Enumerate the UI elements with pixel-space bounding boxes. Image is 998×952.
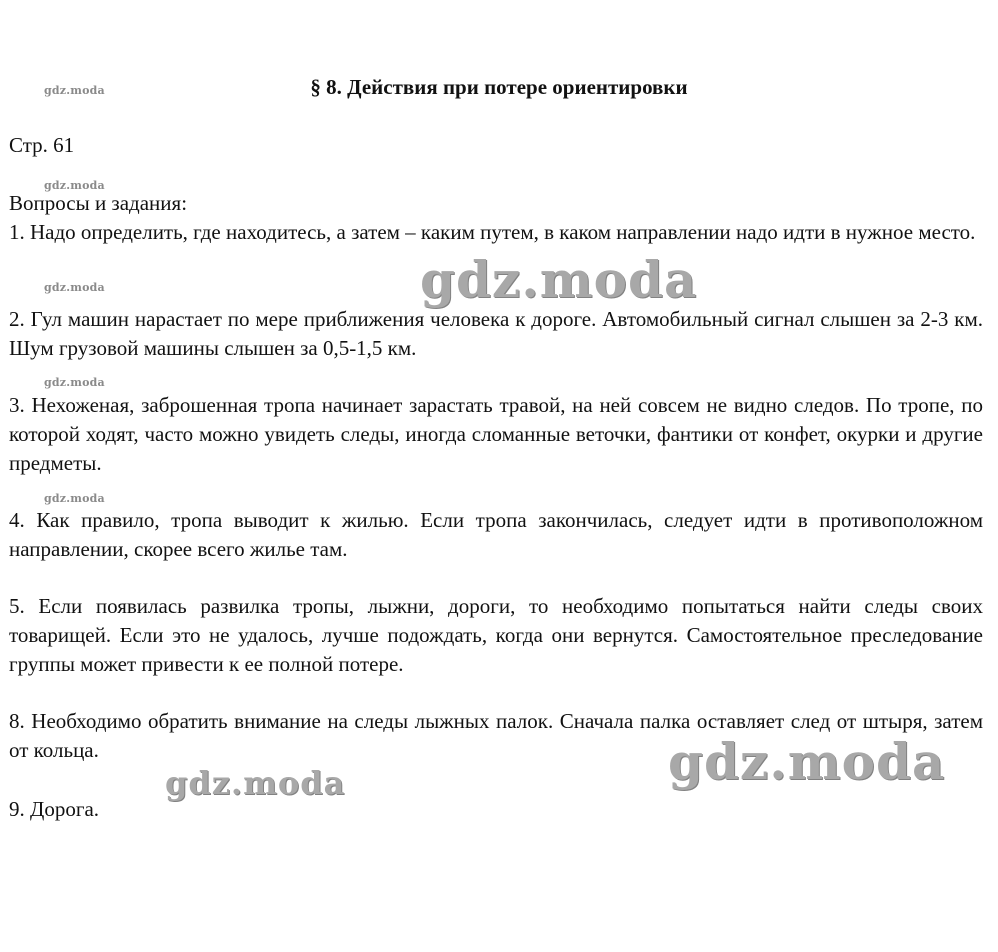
page-reference: Стр. 61: [9, 133, 75, 157]
answer-item-2: 2. Гул машин нарастает по мере приближения человека к дороге. Автомобильный сигнал слышен за 2-3 км. Шум грузовой машины слышен за 0,5-1,5 км.: [9, 307, 983, 360]
answer-item-1: 1. Надо определить, где находитесь, а затем – каким путем, в каком направлении надо идти в нужное место.: [9, 220, 976, 244]
watermark-small: gdz.moda: [44, 84, 105, 97]
page-title: § 8. Действия при потере ориентировки: [310, 75, 688, 99]
answer-item-8: 8. Необходимо обратить внимание на следы лыжных палок. Сначала палка оставляет след от штыря, затем от кольца.: [9, 709, 983, 762]
answer-item-3: 3. Нехоженая, заброшенная тропа начинает зарастать травой, на ней совсем не видно следов. По тропе, по которой ходят, часто можно увидеть следы, иногда сломанные веточки, фантики от конфет, окурки и другие предметы.: [9, 393, 983, 475]
watermark-small: gdz.moda: [44, 179, 105, 192]
watermark-small: gdz.moda: [44, 492, 105, 505]
section-heading: Вопросы и задания:: [9, 191, 188, 215]
watermark-small: gdz.moda: [44, 376, 105, 389]
watermark-large: gdz.moda: [668, 732, 946, 791]
watermark-small: gdz.moda: [44, 281, 105, 294]
answer-item-9: 9. Дорога.: [9, 797, 100, 821]
answer-item-5: 5. Если появилась развилка тропы, лыжни, дороги, то необходимо попытаться найти следы своих товарищей. Если это не удалось, лучше подождать, когда они вернутся. Самостоятельное преследование группы может привести к ее полной потере.: [9, 594, 983, 676]
watermark-large: gdz.moda: [165, 764, 346, 802]
answer-item-4: 4. Как правило, тропа выводит к жилью. Если тропа закончилась, следует идти в противоположном направлении, скорее всего жилье там.: [9, 508, 983, 561]
watermark-large: gdz.moda: [420, 250, 698, 309]
